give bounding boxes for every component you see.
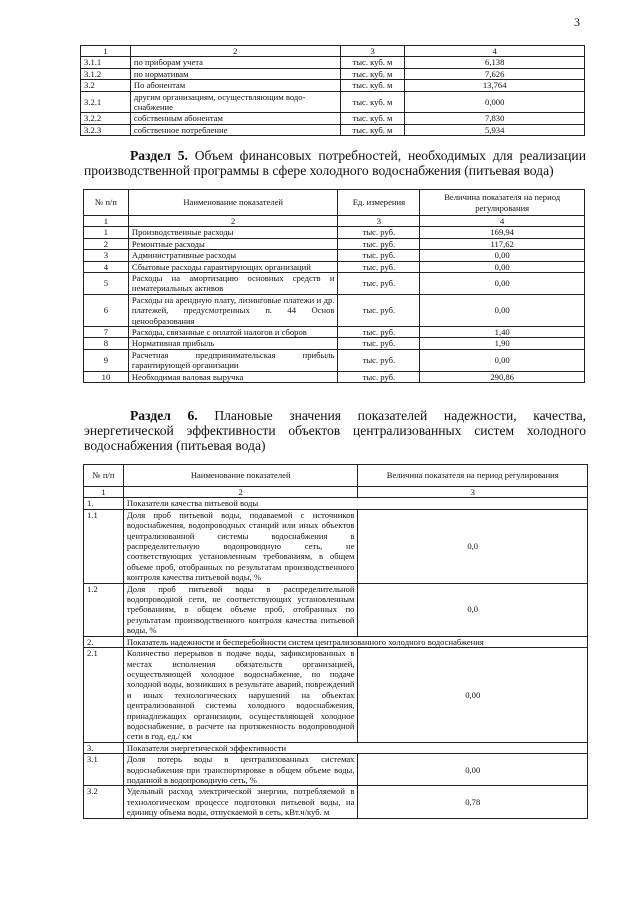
section5-label: Раздел 5. bbox=[130, 148, 188, 163]
table-row bbox=[84, 509, 588, 583]
row-unit: тыс. руб. bbox=[338, 227, 420, 238]
col-number: 3 bbox=[358, 487, 588, 498]
table-row bbox=[84, 371, 585, 382]
row-num: 6 bbox=[84, 294, 129, 326]
row-num: 3.1.1 bbox=[81, 57, 131, 68]
row-value: 0,00 bbox=[420, 273, 585, 295]
table-row bbox=[84, 648, 588, 743]
group-row bbox=[84, 636, 588, 647]
col-number: 4 bbox=[405, 46, 585, 57]
row-name: Расчетная предпринимательская прибыль гарантирующей организации bbox=[128, 349, 338, 371]
volumes-table bbox=[80, 45, 585, 136]
row-value: 0,000 bbox=[405, 91, 585, 113]
section6-title: Плановые значения показателей надежности, качества, энергетической эффективности объектов централизованных систем холодного водоснабжения (питьевая вода) bbox=[84, 408, 587, 453]
row-num: 8 bbox=[84, 338, 129, 349]
row-value: 0,00 bbox=[420, 294, 585, 326]
table-row bbox=[81, 68, 585, 79]
row-num: 3.2 bbox=[84, 786, 124, 818]
table-row bbox=[84, 327, 585, 338]
row-num: 3.1.2 bbox=[81, 68, 131, 79]
table-row bbox=[81, 80, 585, 91]
table-row bbox=[84, 238, 585, 249]
col-number: 2 bbox=[128, 216, 338, 227]
row-value: 0,00 bbox=[358, 648, 588, 743]
page-number: 3 bbox=[574, 15, 580, 29]
col-number-row bbox=[84, 216, 585, 227]
col-number: 3 bbox=[338, 216, 420, 227]
section6-label: Раздел 6. bbox=[130, 408, 198, 423]
row-name: Нормативная прибыль bbox=[128, 338, 338, 349]
table-row bbox=[84, 338, 585, 349]
row-num: 1 bbox=[84, 227, 129, 238]
col-header-value: Величина показателя на период регулирования bbox=[420, 190, 585, 216]
table-header-row bbox=[84, 465, 588, 487]
row-name: Административные расходы bbox=[128, 250, 338, 261]
indicators-table bbox=[83, 464, 588, 819]
row-unit: тыс. куб. м bbox=[340, 80, 405, 91]
table-row bbox=[84, 273, 585, 295]
row-num: 3.2 bbox=[81, 80, 131, 91]
row-value: 0,0 bbox=[358, 509, 588, 583]
row-name: Доля проб питьевой воды, подаваемой с источников водоснабжения, водопроводных станций или иных объектов централизованной системы водоснабжения в распределительную водопроводную сеть, не соответствующих установленным требованиям, в общем объеме проб, отобранных по результатам производственного контроля качества питьевой воды, % bbox=[123, 509, 358, 583]
row-num: 3.2.2 bbox=[81, 113, 131, 124]
group-num: 1. bbox=[84, 498, 124, 509]
row-name: другим организациям, осуществляющим водо-снабжение bbox=[130, 91, 340, 113]
col-number: 2 bbox=[123, 487, 358, 498]
row-value: 6,138 bbox=[405, 57, 585, 68]
group-num: 2. bbox=[84, 636, 124, 647]
row-name: Расходы на арендную плату, лизинговые платежи и др. платежей, предусмотренных п. 44 Основ ценообразования bbox=[128, 294, 338, 326]
row-name: по нормативам bbox=[130, 68, 340, 79]
group-num: 3. bbox=[84, 742, 124, 753]
row-name: собственное потребление bbox=[130, 124, 340, 135]
col-number: 1 bbox=[84, 216, 129, 227]
row-unit: тыс. руб. bbox=[338, 327, 420, 338]
row-name: Количество перерывов в подаче воды, зафиксированных в местах исполнения обязательств организацией, осуществляющей холодное водоснабжение, по подаче холодной воды, возникших в результате аварий, повреждений и иных технологических нарушений на объектах централизованной системы холодного водоснабжения, принадлежащих организации, осуществляющей холодное водоснабжение, в расчете на протяженность водопроводной сети в год, ед./ км bbox=[123, 648, 358, 743]
col-number: 1 bbox=[81, 46, 131, 57]
row-num: 9 bbox=[84, 349, 129, 371]
table-row bbox=[81, 113, 585, 124]
row-unit: тыс. руб. bbox=[338, 273, 420, 295]
row-num: 1.2 bbox=[84, 583, 124, 636]
row-value: 1,90 bbox=[420, 338, 585, 349]
row-value: 117,62 bbox=[420, 238, 585, 249]
row-name: Расходы на амортизацию основных средств и нематериальных активов bbox=[128, 273, 338, 295]
row-num: 10 bbox=[84, 371, 129, 382]
table-row bbox=[84, 583, 588, 636]
group-row bbox=[84, 498, 588, 509]
row-name: Доля проб питьевой воды в распределительной водопроводной сети, не соответствующих установленным требованиям, в общем объеме проб, отобранных по результатам производственного контроля качества питьевой воды, % bbox=[123, 583, 358, 636]
row-value: 169,94 bbox=[420, 227, 585, 238]
table-header-row bbox=[84, 190, 585, 216]
row-value: 1,40 bbox=[420, 327, 585, 338]
row-unit: тыс. руб. bbox=[338, 349, 420, 371]
section5-heading bbox=[84, 148, 586, 178]
row-value: 13,764 bbox=[405, 80, 585, 91]
col-number-row bbox=[84, 487, 588, 498]
table-row bbox=[84, 294, 585, 326]
col-header-num: № п/п bbox=[84, 190, 129, 216]
row-num: 3.2.3 bbox=[81, 124, 131, 135]
row-value: 7,830 bbox=[405, 113, 585, 124]
table-row bbox=[84, 754, 588, 786]
table-row bbox=[84, 227, 585, 238]
col-header-name: Наименование показателей bbox=[123, 465, 358, 487]
row-num: 3.2.1 bbox=[81, 91, 131, 113]
row-value: 0,00 bbox=[420, 349, 585, 371]
row-name: Удельный расход электрической энергии, потребляемой в технологическом процессе подготовки питьевой воды, на единицу объема воды, отпускаемой в сеть, кВт.ч/куб. м bbox=[123, 786, 358, 818]
row-unit: тыс. руб. bbox=[338, 238, 420, 249]
row-num: 1.1 bbox=[84, 509, 124, 583]
row-unit: тыс. руб. bbox=[338, 294, 420, 326]
row-num: 5 bbox=[84, 273, 129, 295]
group-title: Показатель надежности и бесперебойности систем централизованного холодного водоснабжения bbox=[123, 636, 587, 647]
row-num: 4 bbox=[84, 261, 129, 272]
row-unit: тыс. руб. bbox=[338, 250, 420, 261]
row-value: 0,78 bbox=[358, 786, 588, 818]
table-row bbox=[84, 261, 585, 272]
row-name: по приборам учета bbox=[130, 57, 340, 68]
col-number: 2 bbox=[130, 46, 340, 57]
group-title: Показатели энергетической эффективности bbox=[123, 742, 587, 753]
row-unit: тыс. куб. м bbox=[340, 124, 405, 135]
col-number: 1 bbox=[84, 487, 124, 498]
row-value: 7,626 bbox=[405, 68, 585, 79]
row-name: Производственные расходы bbox=[128, 227, 338, 238]
row-num: 2.1 bbox=[84, 648, 124, 743]
group-title: Показатели качества питьевой воды bbox=[123, 498, 587, 509]
row-name: Доля потерь воды в централизованных системах водоснабжения при транспортировке в общем объеме воды, поданной в водопроводную сеть, % bbox=[123, 754, 358, 786]
row-name: собственным абонентам bbox=[130, 113, 340, 124]
col-header-unit: Ед. измерения bbox=[338, 190, 420, 216]
section6-heading bbox=[84, 408, 586, 453]
table-header-row bbox=[81, 46, 585, 57]
row-num: 2 bbox=[84, 238, 129, 249]
col-number: 4 bbox=[420, 216, 585, 227]
col-header-name: Наименование показателей bbox=[128, 190, 338, 216]
table-row bbox=[84, 786, 588, 818]
section5-title: Объем финансовых потребностей, необходимых для реализации производственной программы в сфере холодного водоснабжения (питьевая вода) bbox=[84, 148, 586, 178]
row-value: 0,00 bbox=[358, 754, 588, 786]
row-num: 3.1 bbox=[84, 754, 124, 786]
col-header-num: № п/п bbox=[84, 465, 124, 487]
row-value: 0,00 bbox=[420, 261, 585, 272]
table-row bbox=[84, 349, 585, 371]
row-value: 5,934 bbox=[405, 124, 585, 135]
row-unit: тыс. куб. м bbox=[340, 68, 405, 79]
table-row bbox=[81, 91, 585, 113]
table-row bbox=[81, 124, 585, 135]
col-number: 3 bbox=[340, 46, 405, 57]
row-unit: тыс. руб. bbox=[338, 338, 420, 349]
finance-table bbox=[83, 189, 585, 383]
group-row bbox=[84, 742, 588, 753]
row-value: 0,00 bbox=[420, 250, 585, 261]
table-row bbox=[84, 250, 585, 261]
row-value: 0,0 bbox=[358, 583, 588, 636]
row-name: Расходы, связанные с оплатой налогов и сборов bbox=[128, 327, 338, 338]
row-name: Ремонтные расходы bbox=[128, 238, 338, 249]
row-unit: тыс. руб. bbox=[338, 261, 420, 272]
row-name: Необходимая валовая выручка bbox=[128, 371, 338, 382]
row-num: 7 bbox=[84, 327, 129, 338]
row-unit: тыс. руб. bbox=[338, 371, 420, 382]
table-row bbox=[81, 57, 585, 68]
row-name: По абонентам bbox=[130, 80, 340, 91]
col-header-value: Величина показателя на период регулирования bbox=[358, 465, 588, 487]
row-num: 3 bbox=[84, 250, 129, 261]
row-name: Сбытовые расходы гарантирующих организаций bbox=[128, 261, 338, 272]
row-unit: тыс. куб. м bbox=[340, 113, 405, 124]
row-unit: тыс. куб. м bbox=[340, 57, 405, 68]
row-value: 290,86 bbox=[420, 371, 585, 382]
row-unit: тыс. куб. м bbox=[340, 91, 405, 113]
